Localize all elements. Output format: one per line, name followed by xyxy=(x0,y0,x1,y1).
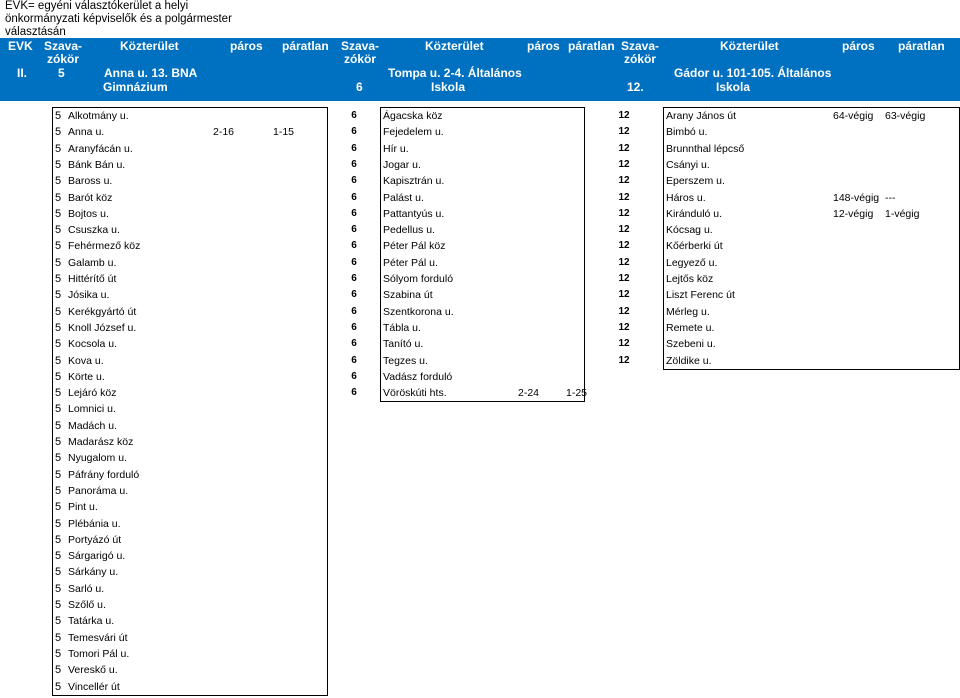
district-5-row xyxy=(0,418,960,434)
odd-range: 1-végig xyxy=(885,207,920,220)
polling-station-number: 12 xyxy=(618,191,630,203)
polling-station-number: 5 xyxy=(55,599,62,611)
odd-range: --- xyxy=(885,191,896,204)
polling-station-number: 6 xyxy=(351,240,357,252)
polling-station-number: 5 xyxy=(55,224,62,237)
polling-station-number: 5 xyxy=(55,501,62,514)
polling-station-number: 5 xyxy=(55,289,62,302)
polling-station-number: 12 xyxy=(618,158,630,170)
paratlan-heading-3: páratlan xyxy=(898,39,945,53)
street-name: Bojtos u. xyxy=(68,207,109,220)
district-5-row xyxy=(0,679,960,695)
district-12-row xyxy=(0,190,960,206)
district-3-number: 12. xyxy=(627,80,644,94)
street-name: Temesvári út xyxy=(68,631,128,644)
street-name: Pint u. xyxy=(68,501,98,514)
district-5-row xyxy=(0,564,960,580)
street-name: Tatárka u. xyxy=(68,615,115,628)
polling-station-number: 12 xyxy=(618,338,630,350)
district-6-row xyxy=(0,369,960,385)
district-12-row xyxy=(0,320,960,336)
szavazokor-heading-3b: zókör xyxy=(624,52,657,66)
district-5-row xyxy=(0,450,960,466)
polling-station-number: 5 xyxy=(55,566,62,579)
paros-heading-1: páros xyxy=(230,39,263,53)
street-name: Kiránduló u. xyxy=(666,207,723,220)
district-5-row xyxy=(0,597,960,613)
paratlan-heading-1: páratlan xyxy=(282,39,329,53)
polling-station-number: 5 xyxy=(55,387,62,400)
polling-station-number: 6 xyxy=(351,387,357,399)
polling-station-number: 5 xyxy=(55,403,62,416)
even-range: 64-végig xyxy=(833,110,874,122)
district-12-row xyxy=(0,173,960,189)
even-range: 2-24 xyxy=(518,387,540,400)
street-name: Szentkorona u. xyxy=(383,305,454,318)
street-name: Kőérberki út xyxy=(666,240,723,253)
street-name: Arany János út xyxy=(666,110,737,122)
street-name: Fejedelem u. xyxy=(383,126,444,139)
street-name: Sárkány u. xyxy=(68,566,119,579)
odd-range: 1-15 xyxy=(273,126,295,139)
polling-station-number: 12 xyxy=(618,142,630,154)
polling-station-number: 5 xyxy=(55,305,62,318)
street-name: Palást u. xyxy=(383,191,424,204)
kozterulet-heading-1: Közterület xyxy=(120,39,179,53)
polling-station-number: 6 xyxy=(351,256,357,268)
street-name: Lomnici u. xyxy=(68,403,116,416)
polling-station-number: 5 xyxy=(55,533,62,546)
street-name: Madarász köz xyxy=(68,436,134,448)
polling-station-number: 5 xyxy=(55,110,62,122)
street-name: Ágacska köz xyxy=(383,110,443,122)
legend-line: választásán xyxy=(5,26,66,38)
street-name: Csányi u. xyxy=(666,158,710,171)
district-5-row xyxy=(0,646,960,662)
street-name: Legyező u. xyxy=(666,256,718,269)
street-name: Péter Pál u. xyxy=(383,256,438,269)
district-12-row xyxy=(0,287,960,303)
polling-station-number: 5 xyxy=(55,468,62,481)
street-name: Mérleg u. xyxy=(666,305,710,318)
district-2-location-line1: Tompa u. 2-4. Általános xyxy=(388,66,522,80)
polling-station-number: 6 xyxy=(351,354,357,366)
polling-station-number: 5 xyxy=(55,126,62,139)
district-1-location-line2: Gimnázium xyxy=(103,80,168,94)
polling-station-number: 5 xyxy=(55,256,62,269)
street-name: Baross u. xyxy=(68,175,113,188)
legend-line: EVK= egyéni választókerület a helyi xyxy=(5,0,189,12)
polling-station-number: 12 xyxy=(618,256,630,268)
street-name: Tegzes u. xyxy=(383,354,428,367)
polling-station-number: 6 xyxy=(351,110,357,121)
szavazokor-heading-1a: Szava- xyxy=(44,39,83,53)
street-name: Eperszem u. xyxy=(666,175,725,188)
polling-station-number: 5 xyxy=(55,615,62,628)
szavazokor-heading-2b: zókör xyxy=(344,52,377,66)
street-name: Kocsola u. xyxy=(68,338,118,351)
polling-station-number: 6 xyxy=(351,158,357,170)
district-3-location-line1: Gádor u. 101-105. Általános xyxy=(674,66,832,80)
paros-heading-2: páros xyxy=(527,39,560,53)
district-5-row xyxy=(0,581,960,597)
district-12-row xyxy=(0,304,960,320)
polling-station-number: 6 xyxy=(351,370,357,382)
polling-station-number: 5 xyxy=(55,370,62,383)
polling-station-number: 5 xyxy=(55,664,62,677)
district-5-row xyxy=(0,434,960,450)
polling-station-number: 5 xyxy=(55,321,62,334)
table-header xyxy=(0,38,960,101)
street-name: Portyázó út xyxy=(68,533,122,546)
street-name: Sólyom forduló xyxy=(383,273,454,285)
district-5-row xyxy=(0,401,960,417)
polling-station-number: 6 xyxy=(351,126,357,138)
polling-station-number: 5 xyxy=(55,517,62,530)
street-name: Tomori Pál u. xyxy=(68,647,130,660)
polling-station-number: 5 xyxy=(55,273,62,285)
street-name: Bánk Bán u. xyxy=(68,158,126,171)
polling-station-number: 5 xyxy=(55,452,62,465)
polling-station-number: 6 xyxy=(351,224,357,236)
street-name: Zöldike u. xyxy=(666,354,712,367)
district-12-row xyxy=(0,353,960,369)
district-1-number: 5 xyxy=(58,66,65,80)
street-name: Alkotmány u. xyxy=(68,110,129,122)
polling-station-number: 5 xyxy=(55,680,62,693)
street-name: Plébánia u. xyxy=(68,517,121,530)
polling-station-number: 5 xyxy=(55,175,62,188)
street-name: Knoll József u. xyxy=(68,321,137,334)
polling-station-number: 12 xyxy=(618,321,630,333)
street-name: Szabina út xyxy=(383,289,433,302)
polling-station-number: 5 xyxy=(55,631,62,644)
polling-station-number: 5 xyxy=(55,419,62,432)
district-12-row xyxy=(0,124,960,140)
district-12-row xyxy=(0,141,960,157)
polling-station-number: 6 xyxy=(351,175,357,187)
district-12-row xyxy=(0,108,960,124)
polling-station-number: 12 xyxy=(618,126,630,138)
district-5-row xyxy=(0,662,960,678)
street-name: Aranyfácán u. xyxy=(68,142,133,155)
polling-station-number: 5 xyxy=(55,207,62,220)
district-5-row xyxy=(0,516,960,532)
street-name: Vincellér út xyxy=(68,680,120,693)
kozterulet-heading-2: Közterület xyxy=(425,39,484,53)
szavazokor-heading-1b: zókör xyxy=(47,52,80,66)
street-name: Fehérmező köz xyxy=(68,240,141,253)
street-name: Bimbó u. xyxy=(666,126,708,139)
polling-station-number: 5 xyxy=(55,647,62,660)
street-name: Vöröskúti hts. xyxy=(383,387,447,400)
polling-station-number: 5 xyxy=(55,354,62,367)
street-name: Sárgarigó u. xyxy=(68,550,126,563)
street-name: Madách u. xyxy=(68,419,118,432)
even-range: 148-végig xyxy=(833,191,880,204)
street-name: Kócsag u. xyxy=(666,224,713,237)
szavazokor-heading-2a: Szava- xyxy=(341,39,380,53)
street-name: Vereskő u. xyxy=(68,664,118,677)
street-name: Jogar u. xyxy=(383,158,421,171)
street-name: Lejáró köz xyxy=(68,387,117,400)
district-12-row xyxy=(0,157,960,173)
polling-station-number: 5 xyxy=(55,158,62,171)
district-12-row xyxy=(0,271,960,287)
polling-station-number: 5 xyxy=(55,582,62,595)
district-12-row xyxy=(0,222,960,238)
polling-station-number: 12 xyxy=(618,224,630,236)
polling-station-number: 5 xyxy=(55,142,62,155)
polling-station-number: 12 xyxy=(618,354,630,366)
polling-station-number: 6 xyxy=(351,142,357,154)
odd-range: 63-végig xyxy=(885,110,926,122)
district-12-row xyxy=(0,206,960,222)
street-name: Hittérítő út xyxy=(68,273,117,285)
district-5-row xyxy=(0,613,960,629)
street-name: Barót köz xyxy=(68,191,113,204)
szavazokor-heading-3a: Szava- xyxy=(621,39,660,53)
street-name: Pattantyús u. xyxy=(383,207,445,220)
street-name: Anna u. xyxy=(68,126,105,139)
district-5-row xyxy=(0,499,960,515)
polling-station-number: 5 xyxy=(55,240,62,253)
district-12-row xyxy=(0,238,960,254)
polling-station-number: 12 xyxy=(618,289,630,301)
district-1-location-line1: Anna u. 13. BNA xyxy=(104,66,198,80)
district-2-number: 6 xyxy=(356,80,363,94)
polling-station-number: 6 xyxy=(351,289,357,301)
street-name: Remete u. xyxy=(666,321,715,334)
street-name: Páfrány forduló xyxy=(68,468,140,481)
district-5-row xyxy=(0,548,960,564)
street-name: Kova u. xyxy=(68,354,104,367)
polling-station-number: 12 xyxy=(618,207,630,219)
evk-heading: EVK xyxy=(8,39,33,53)
street-name: Csuszka u. xyxy=(68,224,120,237)
street-name: Vadász forduló xyxy=(383,370,453,383)
polling-station-number: 5 xyxy=(55,338,62,351)
polling-station-number: 5 xyxy=(55,550,62,563)
district-5-row xyxy=(0,483,960,499)
street-name: Tábla u. xyxy=(383,321,421,334)
polling-station-number: 12 xyxy=(618,110,630,121)
polling-station-number: 6 xyxy=(351,273,357,284)
polling-station-number: 6 xyxy=(351,305,357,317)
kozterulet-heading-3: Közterület xyxy=(720,39,779,53)
legend-line: önkormányzati képviselők és a polgármester xyxy=(5,13,232,25)
even-range: 2-16 xyxy=(213,126,235,139)
polling-station-number: 6 xyxy=(351,321,357,333)
street-name: Péter Pál köz xyxy=(383,240,446,253)
polling-station-number: 12 xyxy=(618,305,630,317)
district-5-row xyxy=(0,630,960,646)
street-name: Kerékgyártó út xyxy=(68,305,137,318)
street-name: Jósika u. xyxy=(68,289,110,302)
street-name: Kapisztrán u. xyxy=(383,175,445,188)
evk-value: II. xyxy=(17,66,28,80)
polling-station-number: 5 xyxy=(55,436,62,448)
street-name: Liszt Ferenc út xyxy=(666,289,735,302)
district-2-location-line2: Iskola xyxy=(431,80,466,94)
legend-note xyxy=(5,0,305,39)
paratlan-heading-2: páratlan xyxy=(568,39,615,53)
street-name: Tanító u. xyxy=(383,338,424,351)
polling-station-number: 12 xyxy=(618,273,630,284)
polling-station-number: 12 xyxy=(618,240,630,252)
polling-station-number: 6 xyxy=(351,191,357,203)
polling-station-number: 5 xyxy=(55,484,62,497)
district-6-row xyxy=(0,385,960,401)
street-name: Háros u. xyxy=(666,191,706,204)
polling-station-number: 12 xyxy=(618,175,630,187)
street-name: Szőlő u. xyxy=(68,599,106,611)
street-name: Panoráma u. xyxy=(68,484,129,497)
polling-station-number: 6 xyxy=(351,207,357,219)
district-3-location-line2: Iskola xyxy=(716,80,751,94)
street-name: Sarló u. xyxy=(68,582,105,595)
street-name: Hír u. xyxy=(383,142,409,155)
even-range: 12-végig xyxy=(833,207,874,220)
paros-heading-3: páros xyxy=(842,39,875,53)
street-name: Brunnthal lépcső xyxy=(666,142,745,155)
district-12-row xyxy=(0,336,960,352)
district-5-row xyxy=(0,532,960,548)
polling-station-number: 5 xyxy=(55,191,62,204)
polling-station-number: 6 xyxy=(351,338,357,350)
street-name: Szebeni u. xyxy=(666,338,716,351)
street-name: Körte u. xyxy=(68,370,105,383)
street-name: Lejtős köz xyxy=(666,273,714,285)
odd-range: 1-25 xyxy=(566,387,588,400)
district-12-row xyxy=(0,255,960,271)
street-name: Galamb u. xyxy=(68,256,117,269)
district-5-row xyxy=(0,467,960,483)
street-name: Pedellus u. xyxy=(383,224,435,237)
street-name: Nyugalom u. xyxy=(68,452,127,465)
